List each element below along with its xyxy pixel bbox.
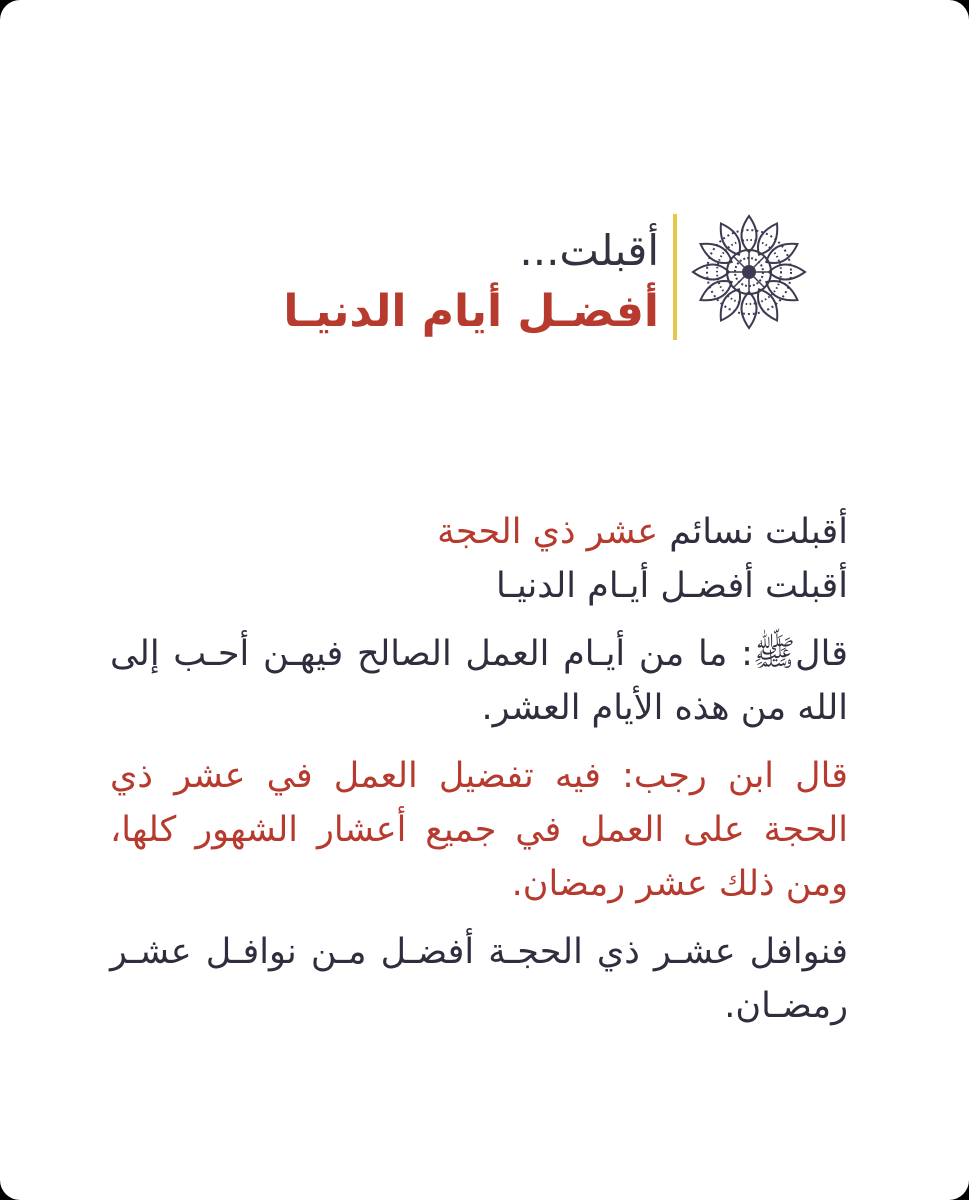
intro-line-2: أقبلت أفضـل أيـام الدنيـا <box>496 566 848 606</box>
intro-line-1-highlight: عشر ذي الحجة <box>437 512 659 552</box>
conclusion-paragraph: فنوافل عشـر ذي الحجـة أفضـل مـن نوافـل عشـر رمضـان. <box>110 932 848 1026</box>
header-pretitle: أقبلت... <box>519 226 659 275</box>
ibn-rajab-paragraph: قال ابن رجب: فيه تفضيل العمل في عشر ذي الحجة على العمل في جميع أعشار الشهور كلها، ومن ذلك عشر رمضان. <box>110 756 848 904</box>
intro-line-1-text: أقبلت نسائم <box>658 512 848 552</box>
header-title: أفضـل أيام الدنيـا <box>283 286 659 337</box>
post-body <box>110 505 848 1033</box>
header <box>249 210 809 340</box>
header-divider <box>673 214 677 340</box>
mandala-icon <box>689 212 809 332</box>
hadith-paragraph: قالﷺ: ما من أيـام العمل الصالح فيهـن أحـب إلى الله من هذه الأيام العشر. <box>110 634 848 728</box>
intro-line-1 <box>110 505 848 559</box>
